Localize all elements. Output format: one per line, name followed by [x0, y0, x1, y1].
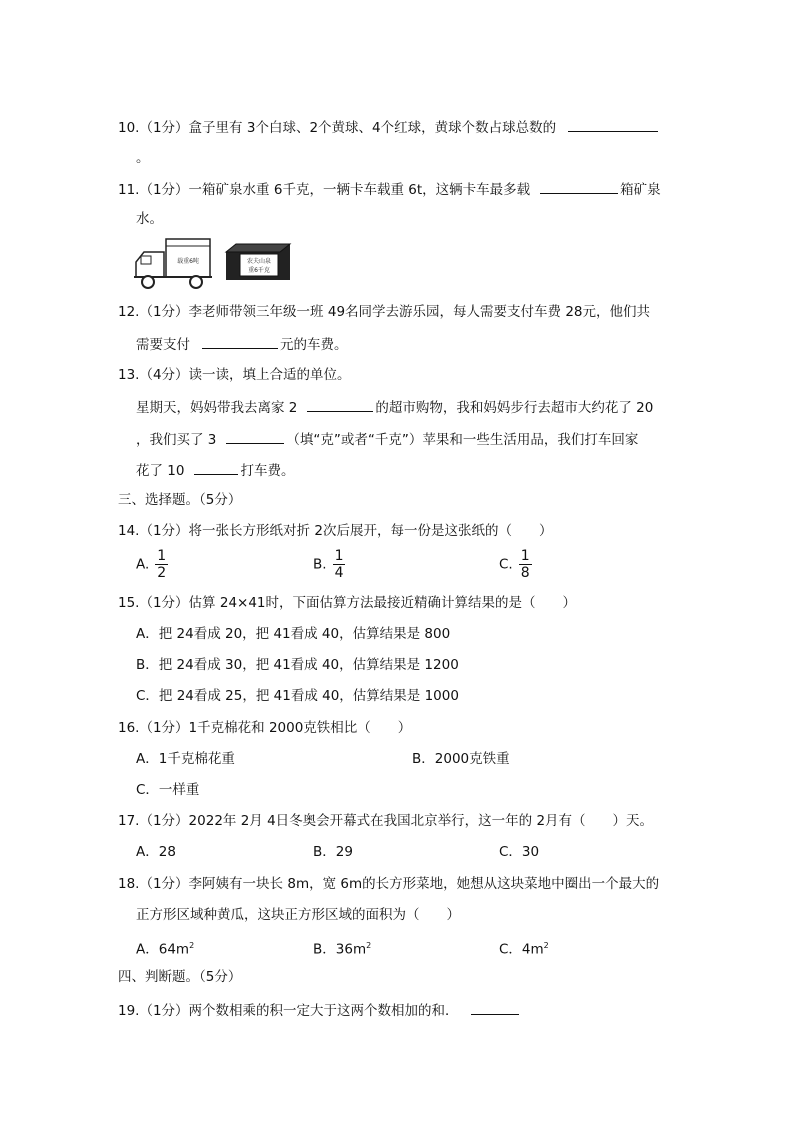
q14-option-a[interactable] — [136, 548, 168, 581]
q13-l3b: 打车费。 — [240, 463, 295, 479]
q13-l2b: （填“克”或者“千克”）苹果和一些生活用品，我们打车回家 — [286, 432, 639, 448]
q18-option-c-label: C．4m — [499, 941, 544, 958]
fraction-one-quarter — [333, 548, 346, 581]
q12-line2 — [136, 334, 348, 354]
q10-text: 10.（1分）盒子里有 3个白球、2个黄球、4个红球，黄球个数占球总数的 — [118, 120, 557, 136]
box-label-brand: 农夫山泉 — [246, 258, 272, 265]
q13-blank-3[interactable] — [194, 460, 238, 475]
q19-answer-blank[interactable] — [471, 1000, 519, 1015]
truck-image — [132, 236, 214, 292]
q13-line1 — [136, 397, 653, 417]
q12-line2b: 元的车费。 — [280, 337, 348, 353]
q15-option-c[interactable]: C．把 24看成 25，把 41看成 40，估算结果是 1000 — [136, 688, 459, 704]
fraction-denominator: 8 — [520, 565, 530, 581]
q11-line — [118, 179, 661, 199]
q10-answer-blank[interactable] — [568, 117, 658, 132]
q15-option-b[interactable]: B．把 24看成 30，把 41看成 40，估算结果是 1200 — [136, 657, 459, 673]
fraction-numerator: 1 — [520, 548, 530, 564]
q11-text: 11.（1分）一箱矿泉水重 6千克，一辆卡车载重 6t，这辆卡车最多载 — [118, 182, 531, 198]
q12-line2a: 需要支付 — [136, 337, 190, 353]
q16-option-c[interactable]: C．一样重 — [136, 782, 200, 798]
q15-line: 15.（1分）估算 24×41时，下面估算方法最接近精确计算结果的是（ ） — [118, 595, 577, 611]
q15-option-a[interactable]: A．把 24看成 20，把 41看成 40，估算结果是 800 — [136, 626, 451, 642]
q13-blank-1[interactable] — [307, 397, 373, 412]
q18-option-a-label: A．64m — [136, 941, 190, 958]
q11-answer-blank[interactable] — [540, 179, 618, 194]
q13-l3a: 花了 10 — [136, 463, 185, 479]
superscript: 2 — [543, 941, 549, 950]
q14-option-a-label: A. — [136, 556, 150, 573]
q17-option-c[interactable]: C．30 — [499, 844, 540, 860]
q13-l1b: 的超市购物，我和妈妈步行去超市大约花了 20 — [375, 400, 654, 416]
q17-line: 17.（1分）2022年 2月 4日冬奥会开幕式在我国北京举行，这一年的 2月有（ ）天。 — [118, 813, 654, 829]
fraction-one-eighth — [519, 548, 532, 581]
fraction-denominator: 4 — [334, 565, 344, 581]
fraction-numerator: 1 — [334, 548, 344, 564]
q16-option-a[interactable]: A．1千克棉花重 — [136, 751, 235, 767]
q13-line2 — [136, 429, 638, 449]
q13-l2a: ，我们买了 3 — [136, 432, 217, 448]
q10-line — [118, 117, 660, 137]
section-4-heading: 四、判断题。（5分） — [118, 969, 242, 985]
q14-line: 14.（1分）将一张长方形纸对折 2次后展开，每一份是这张纸的（ ） — [118, 523, 553, 539]
q16-option-b[interactable]: B．2000克铁重 — [412, 751, 510, 767]
truck-label: 载重6吨 — [177, 258, 199, 265]
q14-option-b-label: B. — [313, 556, 327, 573]
q11-after: 箱矿泉 — [620, 182, 661, 198]
q16-line: 16.（1分）1千克棉花和 2000克铁相比（ ） — [118, 720, 412, 736]
q14-option-b[interactable] — [313, 548, 345, 581]
q10-tail: 。 — [136, 150, 150, 166]
water-box-image — [222, 240, 294, 284]
q18-option-a[interactable] — [136, 937, 194, 959]
q13-blank-2[interactable] — [226, 429, 284, 444]
q14-option-c[interactable] — [499, 548, 532, 581]
q17-option-a[interactable]: A．28 — [136, 844, 176, 860]
q12-answer-blank[interactable] — [202, 334, 278, 349]
q18-line2: 正方形区域种黄瓜，这块正方形区域的面积为（ ） — [136, 907, 460, 923]
q13-line: 13.（4分）读一读，填上合适的单位。 — [118, 367, 351, 383]
fraction-denominator: 2 — [157, 565, 167, 581]
q17-option-b[interactable]: B．29 — [313, 844, 353, 860]
q18-option-b-label: B．36m — [313, 941, 367, 958]
box-label-weight: 重6千克 — [248, 267, 270, 274]
fraction-numerator: 1 — [157, 548, 167, 564]
q13-l1a: 星期天，妈妈带我去离家 2 — [136, 400, 298, 416]
q12-line: 12.（1分）李老师带领三年级一班 49名同学去游乐园，每人需要支付车费 28元，他们共 — [118, 304, 650, 320]
q19-line — [118, 1000, 521, 1020]
q11-line2: 水。 — [136, 211, 163, 227]
superscript: 2 — [189, 941, 195, 950]
q14-option-c-label: C. — [499, 556, 513, 573]
superscript: 2 — [366, 941, 372, 950]
q19-text: 19.（1分）两个数相乘的积一定大于这两个数相加的和． — [118, 1003, 459, 1019]
q18-line: 18.（1分）李阿姨有一块长 8m，宽 6m的长方形菜地，她想从这块菜地中圈出一个最大的 — [118, 876, 660, 892]
q18-option-c[interactable] — [499, 937, 549, 959]
section-3-heading: 三、选择题。（5分） — [118, 492, 242, 508]
q18-option-b[interactable] — [313, 937, 371, 959]
q13-line3 — [136, 460, 294, 480]
fraction-one-half — [155, 548, 168, 581]
